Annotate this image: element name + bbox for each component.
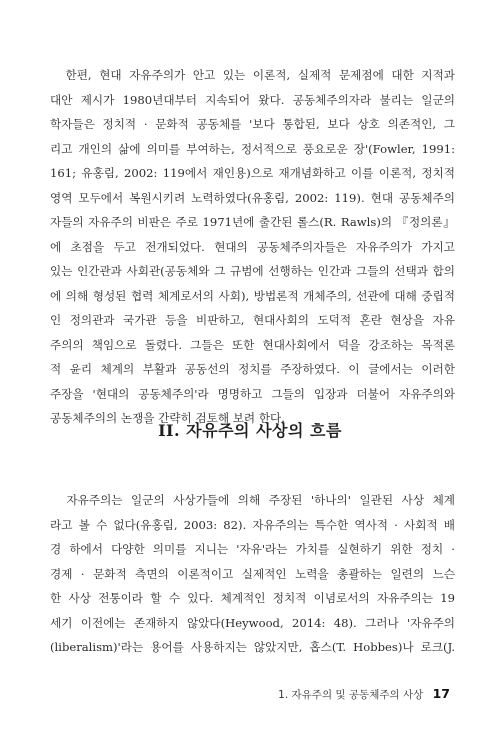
- text-line: 한편, 현대 자유주의가 안고 있는 이론적, 실제적 문제점에 대한 지적과: [50, 68, 455, 82]
- text-line: 한 사상 전통이라 할 수 있다. 체계적인 정치적 이념로서의 자유주의는 19: [50, 591, 455, 605]
- page-footer: [278, 686, 450, 702]
- text-line: 자들의 자유주의 비판은 주로 1971년에 출간된 롤스(R. Rawls)의 『정의론』: [50, 215, 455, 229]
- text-line: 에 의해 형성된 협력 체계로서의 사회), 방법론적 개체주의, 선관에 대해 중립적: [50, 288, 455, 303]
- page-number: 17: [432, 686, 450, 701]
- text-line: 경 하에서 다양한 의미를 지니는 '자유'라는 가치를 실현하기 위한 정치 ·: [50, 542, 455, 556]
- text-line: 공동체주의의 논쟁을 간략히 검토해 보려 한다.: [50, 411, 285, 425]
- text-line: 세기 이전에는 존재하지 않았다(Heywood, 2014: 48). 그러나 '자유주의: [50, 615, 455, 630]
- text-line: 라고 볼 수 없다(유홍림, 2003: 82). 자유주의는 특수한 역사적 · 사회적 배: [50, 517, 455, 532]
- text-line: 있는 인간관과 사회관(공동체와 그 규범에 선행하는 인간과 그들의 선택과 합의: [50, 264, 455, 278]
- body-paragraph-1: [50, 63, 455, 431]
- text-line: 적 윤리 체계의 부활과 공동선의 정치를 주장하였다. 이 글에서는 이러한: [50, 362, 455, 376]
- running-title: 1. 자유주의 및 공동체주의 사상: [278, 689, 424, 701]
- text-line: (liberalism)'라는 용어를 사용하지는 않았지만, 홉스(T. Hobbes)나 로크(J.: [50, 640, 455, 654]
- text-line: 자유주의는 일군의 사상가들에 의해 주장된 '하나의' 일관된 사상 체계: [50, 493, 455, 507]
- text-line: 161; 유홍림, 2002: 119에서 재인용)으로 재개념화하고 이를 이론적, 정치적: [50, 166, 455, 180]
- text-line: 리고 개인의 삶에 의미를 부여하는, 정서적으로 풍요로운 장'(Fowler, 1991:: [50, 141, 455, 156]
- text-line: 대안 제시가 1980년대부터 지속되어 왔다. 공동체주의자라 불리는 일군의: [50, 92, 455, 107]
- text-line: 학자들은 정치적 · 문화적 공동체를 '보다 통합된, 보다 상호 의존적인, 그: [50, 117, 455, 131]
- text-line: 에 초점을 두고 전개되었다. 현대의 공동체주의자들은 자유주의가 가지고: [50, 239, 455, 254]
- text-line: 주장을 '현대의 공동체주의'라 명명하고 그들의 입장과 더불어 자유주의와: [50, 386, 455, 401]
- text-line: 주의의 책임으로 돌렸다. 그들은 또한 현대사회에서 덕을 강조하는 목적론: [50, 337, 455, 352]
- section-heading: II. 자유주의 사상의 흐름: [158, 421, 342, 440]
- text-line: 인 정의관과 국가관 등을 비판하고, 현대사회의 도덕적 혼란 현상을 자유: [50, 313, 455, 327]
- text-line: 영역 모두에서 복원시키려 노력하였다(유홍림, 2002: 119). 현대 공동체주의: [50, 190, 455, 205]
- text-line: 경제 · 문화적 측면의 이론적이고 실제적인 노력을 총괄하는 일련의 느슨: [50, 566, 455, 581]
- body-paragraph-2: [50, 488, 455, 660]
